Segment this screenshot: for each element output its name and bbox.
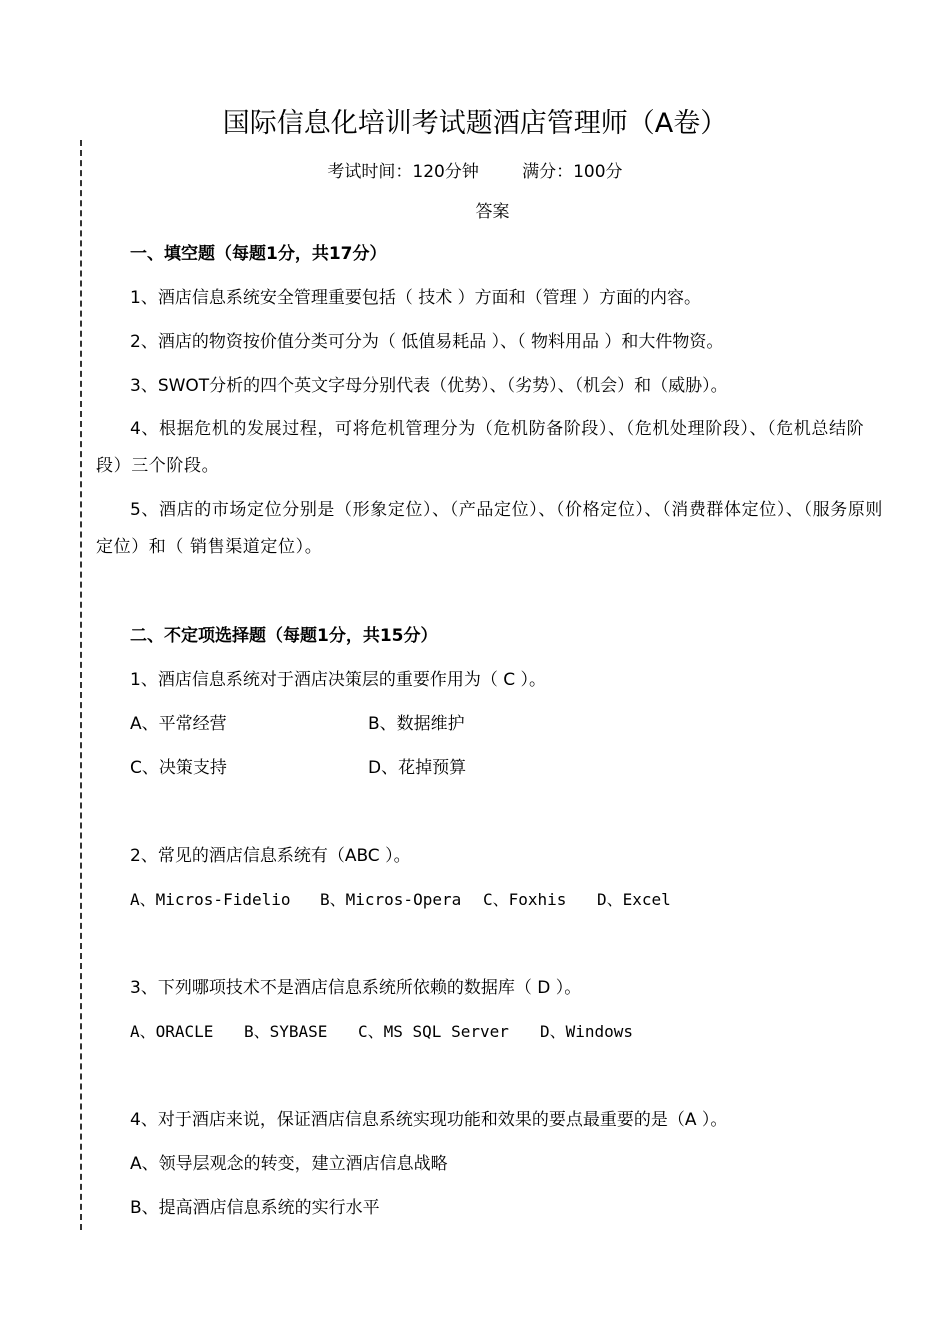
s2-question-2: 2、常见的酒店信息系统有（ABC ）。 — [130, 846, 411, 866]
s1-question-4: 4、根据危机的发展过程，可将危机管理分为（危机防备阶段）、（危机处理阶段）、（危机总结阶段）三个阶段。 — [96, 419, 865, 476]
s2-q4-option-a: A、领导层观念的转变，建立酒店信息战略 — [130, 1154, 448, 1174]
s2-question-1: 1、酒店信息系统对于酒店决策层的重要作用为（ C ）。 — [130, 670, 546, 690]
section2-heading: 二、不定项选择题（每题1分，共15分） — [130, 626, 438, 646]
s2-q3-option-a: A、ORACLE — [130, 1022, 214, 1041]
s2-q2-option-a: A、Micros-Fidelio — [130, 890, 291, 909]
s2-q2-option-b: B、Micros-Opera — [320, 890, 462, 909]
s1-question-5: 5、酒店的市场定位分别是（形象定位）、（产品定位）、（价格定位）、（消费群体定位）、（服务原则定位）和（ 销售渠道定位）。 — [96, 500, 884, 557]
s2-q4-option-b: B、提高酒店信息系统的实行水平 — [130, 1198, 380, 1218]
section1-heading: 一、填空题（每题1分，共17分） — [130, 244, 387, 264]
exam-title: 国际信息化培训考试题酒店管理师（A卷） — [222, 108, 728, 139]
s2-q2-option-d: D、Excel — [597, 890, 671, 909]
s2-q1-option-d: D、花掉预算 — [368, 758, 467, 778]
answer-heading: 答案 — [475, 202, 510, 222]
binding-cut-line — [80, 140, 82, 1230]
s1-question-1: 1、酒店信息系统安全管理重要包括（ 技术 ）方面和（管理 ）方面的内容。 — [130, 288, 702, 308]
exam-info: 考试时间：120分钟 满分：100分 — [327, 162, 623, 182]
s2-question-3: 3、下列哪项技术不是酒店信息系统所依赖的数据库（ D ）。 — [130, 978, 582, 998]
s2-q3-option-b: B、SYBASE — [244, 1022, 328, 1041]
s2-q1-option-c: C、决策支持 — [130, 758, 227, 778]
s2-q1-option-b: B、数据维护 — [368, 714, 465, 734]
s2-q2-option-c: C、Foxhis — [483, 890, 567, 909]
s2-q1-option-a: A、平常经营 — [130, 714, 227, 734]
s2-question-4: 4、对于酒店来说，保证酒店信息系统实现功能和效果的要点最重要的是（A ）。 — [130, 1110, 728, 1130]
s2-q3-option-c: C、MS SQL Server — [358, 1022, 509, 1041]
s1-question-2: 2、酒店的物资按价值分类可分为（ 低值易耗品 ）、（ 物料用品 ）和大件物资。 — [130, 332, 724, 352]
s2-q3-option-d: D、Windows — [540, 1022, 634, 1041]
s1-question-3: 3、SWOT分析的四个英文字母分别代表（优势）、（劣势）、（机会）和（威胁）。 — [130, 376, 728, 396]
